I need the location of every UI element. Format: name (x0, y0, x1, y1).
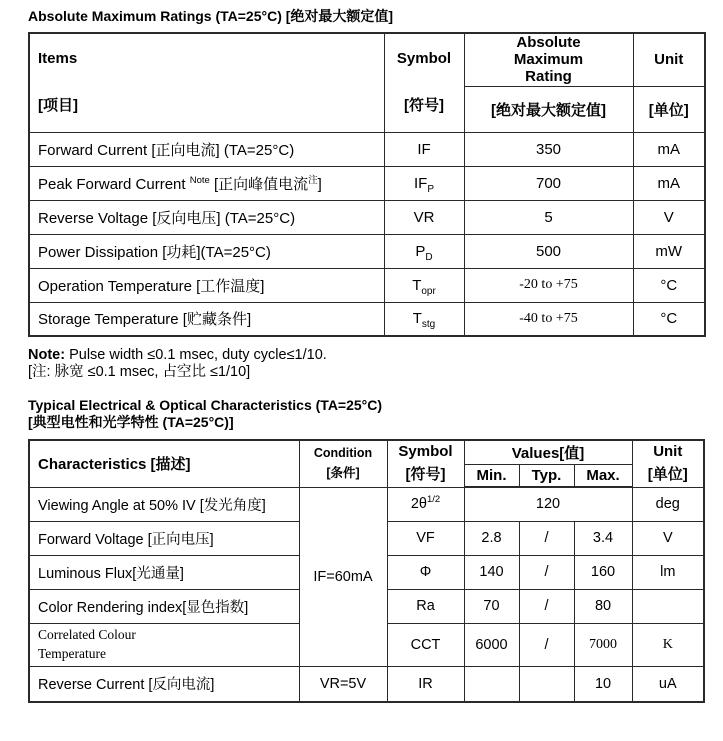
section2-title-en: Typical Electrical & Optical Characteristics (TA=25°C) (28, 397, 383, 413)
unit-cell (632, 521, 704, 555)
item-cell (29, 268, 384, 302)
note-block (28, 347, 705, 381)
header-symbol-en: Symbol (398, 443, 453, 461)
header-symbol-cn: [符号] (404, 97, 444, 115)
item-label: Luminous Flux[光通量] (38, 565, 184, 582)
header-typ-cell (519, 464, 574, 487)
header-unit-cn: [单位] (648, 101, 689, 119)
rating-value: 5 (544, 208, 553, 226)
rating-cell (464, 200, 633, 234)
unit-cell (632, 623, 704, 666)
table-row-operation-temperature (29, 268, 705, 302)
header-typ-label: Typ. (531, 466, 562, 484)
unit-cell (633, 234, 705, 268)
min-value: 6000 (475, 636, 508, 653)
item-cell (29, 234, 384, 268)
item-label-line1: Correlated Colour (38, 627, 136, 643)
symbol-subscript: opr (421, 285, 436, 297)
unit-cell (632, 487, 704, 521)
min-cell (464, 521, 519, 555)
header-symbol-cell (384, 33, 464, 132)
typ-value: / (544, 564, 549, 580)
unit-label: °C (660, 276, 678, 294)
header-symbol-cell (387, 440, 464, 487)
header-min-cell (464, 464, 519, 487)
symbol-superscript: 1/2 (426, 494, 441, 506)
unit-cell (633, 166, 705, 200)
rating-value: -40 to +75 (519, 310, 578, 326)
header-values-cell (464, 440, 632, 464)
symbol-label: 2θ (410, 496, 427, 512)
unit-cell (632, 589, 704, 623)
max-cell (574, 666, 632, 702)
symbol-subscript: D (425, 251, 433, 263)
unit-label: V (663, 208, 674, 226)
item-note-cn-superscript: 注 (308, 174, 318, 186)
table-row-viewing-angle (29, 487, 704, 521)
rating-value: 700 (535, 174, 562, 192)
header-items-cn: [项目] (38, 97, 78, 115)
max-value: 160 (590, 564, 616, 580)
min-cell (464, 555, 519, 589)
unit-label: deg (655, 496, 680, 512)
unit-label: uA (658, 675, 677, 692)
header-condition-en: Condition (313, 446, 373, 461)
symbol-cell (384, 234, 464, 268)
unit-cell (632, 666, 704, 702)
item-label: Power Dissipation [功耗](TA=25°C) (38, 243, 271, 261)
item-cell (29, 589, 299, 623)
symbol-label: CCT (410, 636, 441, 653)
symbol-cell (384, 268, 464, 302)
typ-cell (519, 589, 574, 623)
unit-cell (633, 200, 705, 234)
rating-value: 350 (535, 140, 562, 158)
condition-label: IF=60mA (313, 568, 373, 585)
max-value: 3.4 (592, 530, 614, 546)
header-condition-cell (299, 440, 387, 487)
note-line-en (28, 347, 705, 364)
condition-label: VR=5V (319, 675, 367, 692)
header-unit-en-cell (633, 33, 705, 86)
note-line-cn: [注: 脉宽 ≤0.1 msec, 占空比 ≤1/10] (28, 364, 251, 380)
header-max-label: Max. (586, 466, 620, 484)
symbol-cell (384, 166, 464, 200)
rating-cell (464, 302, 633, 336)
item-cell (29, 666, 299, 702)
item-cell (29, 623, 299, 666)
unit-cell (633, 268, 705, 302)
section2-title-cn: [典型电性和光学特性 (TA=25°C)] (28, 414, 234, 430)
typ-cell (519, 623, 574, 666)
rating-value: 500 (535, 242, 562, 260)
header-items-cell (29, 33, 384, 132)
max-value: 7000 (589, 636, 618, 652)
symbol-label: T (412, 310, 422, 328)
header-symbol-en: Symbol (396, 50, 452, 68)
typ-cell (519, 666, 574, 702)
unit-cell (633, 132, 705, 166)
table-row-reverse-current (29, 666, 704, 702)
max-cell (574, 589, 632, 623)
item-label: Reverse Voltage [反向电压] (TA=25°C) (38, 209, 296, 227)
symbol-label: IF (417, 140, 431, 158)
symbol-cell (387, 555, 464, 589)
max-cell (574, 521, 632, 555)
header-min-label: Min. (476, 466, 507, 484)
header-characteristics-cell (29, 440, 299, 487)
symbol-label: IR (418, 675, 433, 692)
symbol-cell (387, 623, 464, 666)
symbol-label: Φ (419, 564, 432, 580)
table-row-storage-temperature (29, 302, 705, 336)
item-cell (29, 132, 384, 166)
symbol-cell (387, 666, 464, 702)
symbol-cell (384, 200, 464, 234)
max-cell (574, 555, 632, 589)
max-cell (574, 623, 632, 666)
symbol-cell (387, 487, 464, 521)
max-value: 80 (594, 598, 612, 614)
typ-value: / (544, 598, 549, 614)
symbol-subscript: stg (421, 319, 436, 331)
header-condition-cn: [条件] (326, 466, 360, 481)
rating-cell (464, 166, 633, 200)
item-cell (29, 487, 299, 521)
typ-cell (519, 555, 574, 589)
header-unit-en: Unit (654, 51, 684, 69)
item-label-end: ] (317, 175, 322, 193)
typ-value: / (544, 530, 549, 546)
symbol-label: Ra (416, 598, 435, 614)
header-rating-en: Absolute Maximum Rating (513, 34, 584, 86)
header-values-label: Values[值] (511, 444, 585, 462)
rating-cell (464, 132, 633, 166)
max-value: 10 (594, 675, 612, 692)
symbol-label: IF (413, 174, 428, 192)
merged-value-cell (464, 487, 632, 521)
min-value: 70 (483, 598, 500, 614)
min-cell (464, 589, 519, 623)
item-cell (29, 200, 384, 234)
unit-label: lm (660, 564, 676, 580)
item-label: Forward Voltage [正向电压] (38, 531, 214, 548)
symbol-label: VF (416, 530, 435, 546)
header-rating-cn: [绝对最大额定值] (491, 101, 606, 119)
item-cell (29, 521, 299, 555)
symbol-cell (384, 302, 464, 336)
merged-value: 120 (535, 496, 561, 513)
header-unit-cn-cell (633, 86, 705, 132)
unit-label: mA (657, 174, 680, 192)
item-cell (29, 166, 384, 200)
symbol-cell (387, 521, 464, 555)
item-label: Viewing Angle at 50% IV [发光角度] (38, 497, 266, 514)
symbol-label: VR (413, 208, 435, 226)
rating-cell (464, 234, 633, 268)
table-row-reverse-voltage (29, 200, 705, 234)
symbol-cell (387, 589, 464, 623)
typ-cell (519, 521, 574, 555)
min-value: 140 (479, 564, 504, 580)
header-max-cell (574, 464, 632, 487)
unit-label: °C (660, 310, 678, 328)
header-unit-cell (632, 440, 704, 487)
item-label: Peak Forward Current (38, 175, 190, 193)
unit-label: mW (655, 242, 683, 260)
header-unit-cn: [单位] (647, 466, 688, 484)
section1-title: Absolute Maximum Ratings (TA=25°C) [绝对最大额定值] (28, 8, 394, 24)
min-value: 2.8 (481, 530, 502, 546)
item-label: Storage Temperature [贮藏条件] (38, 311, 252, 329)
item-label: Reverse Current [反向电流] (38, 677, 215, 694)
note-text: Pulse width ≤0.1 msec, duty cycle≤1/10. (65, 347, 327, 363)
item-note-superscript: Note (189, 174, 210, 186)
header-characteristics-label: Characteristics [描述] (38, 456, 191, 474)
condition-cell (299, 666, 387, 702)
table1-header-row-1 (29, 33, 705, 86)
table-row-forward-current (29, 132, 705, 166)
header-rating-cn-cell (464, 86, 633, 132)
item-label: Forward Current [正向电流] (TA=25°C) (38, 141, 295, 159)
item-label: Operation Temperature [工作温度] (38, 277, 265, 295)
unit-cell (632, 555, 704, 589)
item-label: Color Rendering index[显色指数] (38, 599, 249, 616)
symbol-cell (384, 132, 464, 166)
header-items-en: Items (38, 50, 78, 68)
rating-value: -20 to +75 (519, 277, 578, 292)
table-row-power-dissipation (29, 234, 705, 268)
condition-merged-cell (299, 487, 387, 666)
electrical-optical-characteristics-table (28, 439, 705, 703)
item-cell (29, 555, 299, 589)
item-label-line2: Temperature (38, 645, 107, 661)
typ-value: / (544, 636, 549, 653)
item-label-cn: [正向峰值电流 (209, 175, 309, 193)
absolute-maximum-ratings-table (28, 32, 706, 337)
table2-header-row-1 (29, 440, 704, 464)
symbol-label: T (412, 276, 422, 294)
symbol-label: P (415, 242, 426, 260)
unit-label: V (662, 530, 673, 546)
header-rating-en-cell (464, 33, 633, 86)
unit-label: mA (657, 140, 680, 158)
note-label: Note: (28, 347, 66, 363)
unit-label: K (662, 636, 673, 652)
rating-cell (464, 268, 633, 302)
symbol-subscript: P (427, 183, 434, 195)
item-cell (29, 302, 384, 336)
header-symbol-cn: [符号] (405, 466, 446, 484)
min-cell (464, 666, 519, 702)
table-row-peak-forward-current (29, 166, 705, 200)
min-cell (464, 623, 519, 666)
unit-cell (633, 302, 705, 336)
header-unit-en: Unit (653, 443, 683, 461)
